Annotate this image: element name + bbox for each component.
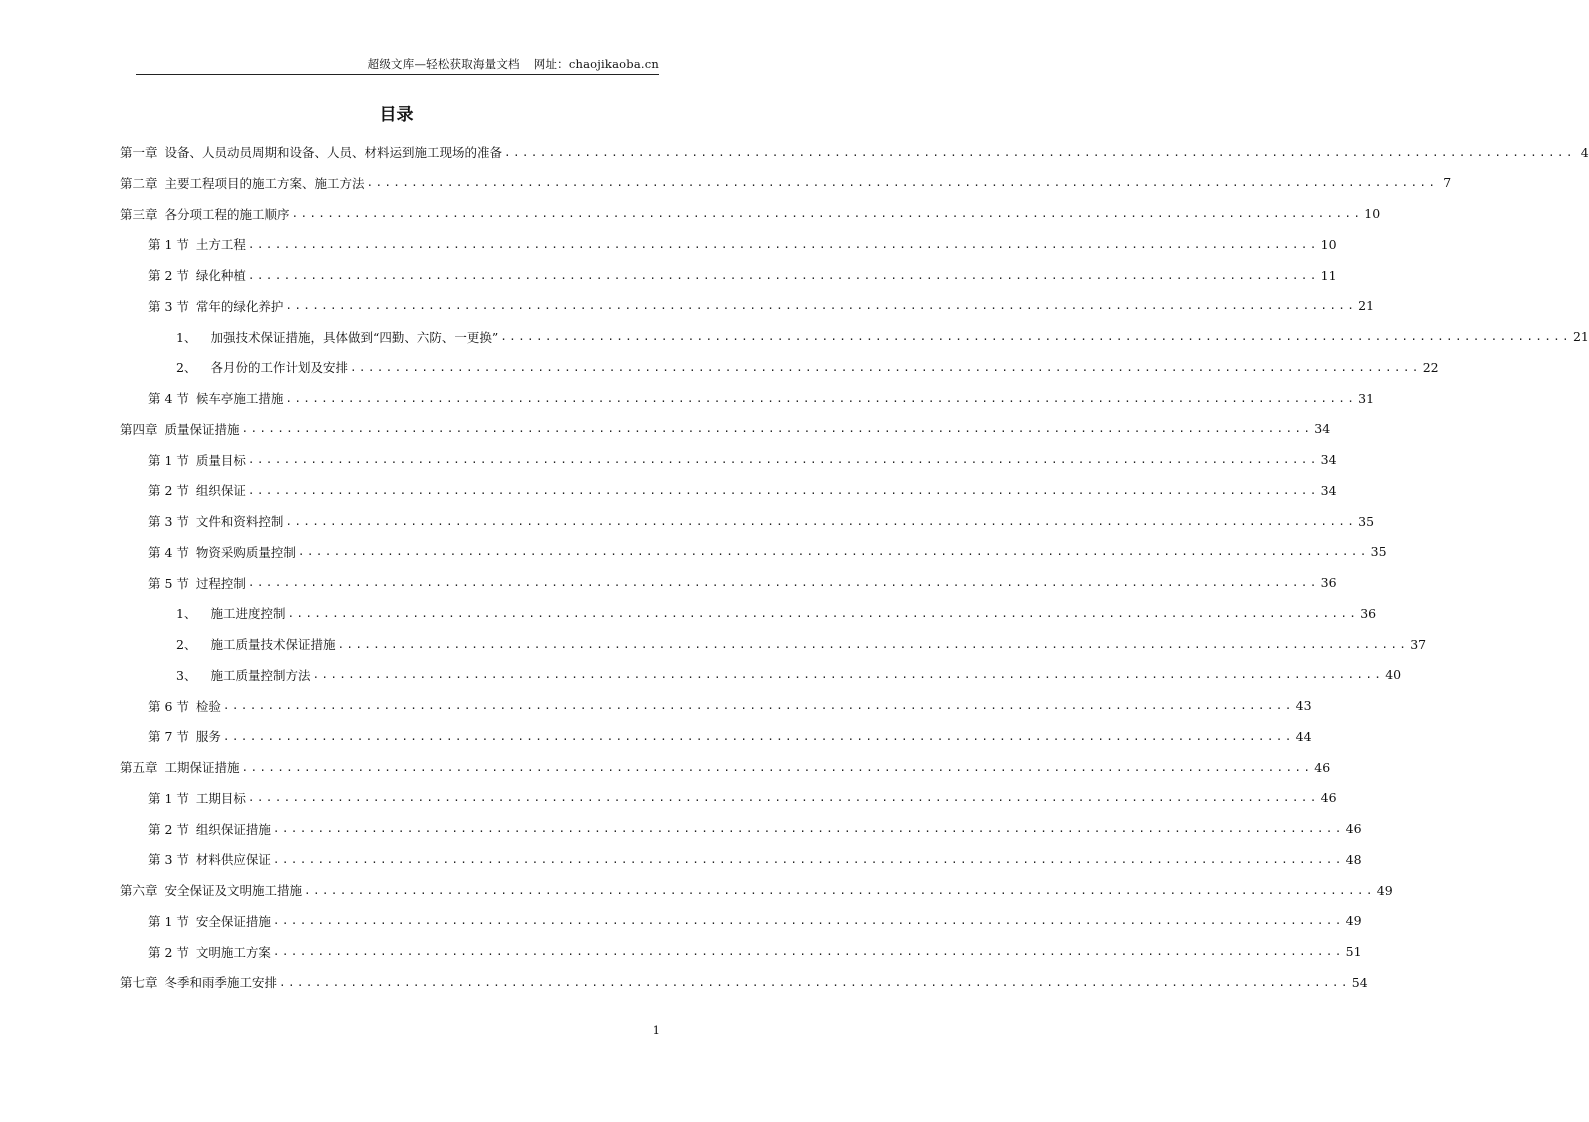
toc-entry-text: 安全保证措施 [195, 913, 271, 929]
toc-entry[interactable] [120, 970, 1368, 994]
toc-entry[interactable] [148, 263, 1337, 287]
toc-entry-label [148, 789, 246, 807]
toc-entry[interactable] [176, 325, 1589, 349]
toc-entry-text: 工期目标 [195, 790, 246, 806]
toc-entry-number: 1、 [176, 606, 197, 622]
toc-entry-number: 第 4 节 [148, 544, 189, 560]
toc-entry-text: 工期保证措施 [164, 760, 240, 775]
toc-leader-dots: ........................................................................................................................ [304, 883, 1375, 897]
toc-leader-dots: ........................................................................................................................ [247, 483, 1319, 497]
toc-entry-text: 检验 [195, 698, 221, 714]
toc-entry-text: 文明施工方案 [195, 944, 271, 960]
toc-entry-page: 46 [1320, 790, 1337, 806]
toc-leader-dots: ........................................................................................................................ [241, 760, 1313, 774]
toc-entry-page: 46 [1345, 821, 1362, 836]
toc-leader-dots: ........................................................................................................................ [247, 453, 1319, 466]
toc-entry-page: 21 [1358, 298, 1375, 314]
toc-entry-label [176, 604, 285, 622]
toc-entry-number: 第 7 节 [148, 729, 189, 745]
toc-entry[interactable] [120, 140, 1589, 164]
toc-entry[interactable] [148, 817, 1362, 841]
toc-entry-text: 常年的绿化养护 [195, 298, 284, 314]
toc-entry-text: 绿化种植 [195, 268, 246, 283]
toc-entry-page: 10 [1364, 206, 1381, 221]
toc-entry-text: 施工质量技术保证措施 [210, 637, 336, 652]
header-site-text: 超级文库—轻松获取海量文档 [367, 57, 520, 71]
toc-leader-dots: ........................................................................................................................ [291, 207, 1363, 220]
toc-leader-dots: ........................................................................................................................ [222, 729, 1294, 743]
toc-entry[interactable] [148, 940, 1362, 964]
toc-entry-label [148, 727, 221, 745]
toc-entry-text: 物资采购质量控制 [195, 544, 296, 560]
toc-entry[interactable] [148, 786, 1337, 810]
toc-entry-text: 设备、人员动员周期和设备、人员、材料运到施工现场的准备 [164, 145, 503, 160]
toc-entry-number: 第 2 节 [148, 821, 189, 837]
toc-entry-label [148, 297, 283, 315]
toc-leader-dots: ........................................................................................................................ [247, 576, 1319, 589]
toc-leader-dots: ........................................................................................................................ [241, 422, 1313, 436]
toc-leader-dots: ........................................................................................................................ [285, 514, 1357, 528]
toc-entry-text: 材料供应保证 [195, 852, 271, 868]
toc-entry-number: 第 5 节 [148, 575, 189, 591]
toc-entry-number: 第二章 [120, 175, 158, 191]
toc-entry-text: 各分项工程的施工顺序 [164, 206, 290, 222]
toc-entry-label [148, 943, 271, 961]
toc-entry-page: 46 [1314, 759, 1331, 775]
toc-entry-label [176, 666, 310, 684]
toc-entry-page: 49 [1345, 913, 1362, 929]
toc-leader-dots: ........................................................................................................................ [287, 606, 1359, 620]
toc-entry-number: 第三章 [120, 206, 158, 222]
toc-leader-dots: ........................................................................................................................ [297, 545, 1369, 559]
toc-entry-label [176, 358, 348, 376]
toc-entry-page: 44 [1295, 728, 1312, 744]
toc-entry[interactable] [148, 694, 1312, 718]
toc-entry-number: 第 2 节 [148, 268, 189, 283]
toc-entry-text: 主要工程项目的施工方案、施工方法 [164, 175, 365, 191]
toc-entry-label [148, 850, 271, 868]
toc-entry[interactable] [176, 663, 1402, 687]
toc-entry-page: 21 [1572, 329, 1589, 344]
toc-entry-number: 第 2 节 [148, 944, 189, 960]
toc-leader-dots: ........................................................................................................................ [500, 330, 1571, 343]
toc-entry-page: 35 [1370, 544, 1387, 560]
toc-entry-label [148, 235, 246, 253]
toc-entry-number: 2、 [176, 637, 197, 652]
toc-entry-text: 组织保证 [195, 483, 246, 499]
toc-leader-dots: ........................................................................................................................ [272, 852, 1344, 866]
toc-leader-dots: ........................................................................................................................ [337, 637, 1409, 651]
toc-leader-dots: ........................................................................................................................ [285, 299, 1357, 313]
toc-entry-label [120, 143, 502, 161]
toc-entry-label [120, 205, 290, 223]
toc-entry-text: 质量保证措施 [164, 421, 240, 437]
toc-entry[interactable] [120, 171, 1452, 195]
toc-entry-page: 11 [1320, 267, 1337, 283]
toc-entry-label [148, 266, 246, 284]
toc-entry-page: 48 [1345, 851, 1362, 867]
toc-entry-number: 1、 [176, 329, 197, 345]
toc-entry-page: 7 [1443, 175, 1452, 191]
toc-entry[interactable] [148, 909, 1362, 933]
toc-entry[interactable] [120, 417, 1331, 441]
toc-entry-label [148, 481, 246, 499]
toc-entry-label [120, 420, 240, 438]
toc-entry-number: 第 1 节 [148, 452, 189, 468]
toc-entry-page: 37 [1410, 636, 1427, 652]
toc-entry-text: 候车亭施工措施 [195, 391, 284, 406]
toc-entry-label [148, 912, 271, 930]
toc-entry[interactable] [176, 632, 1427, 656]
toc-entry[interactable] [120, 755, 1331, 779]
toc-entry-text: 施工质量控制方法 [210, 667, 311, 683]
toc-leader-dots: ........................................................................................................................ [272, 914, 1344, 928]
toc-entry-label [148, 389, 283, 407]
toc-entry-number: 第 3 节 [148, 852, 189, 868]
toc-entry-text: 加强技术保证措施，具体做到“四勤、六防、一更换” [210, 329, 499, 345]
toc-entry-page: 49 [1376, 882, 1393, 898]
toc-entry[interactable] [148, 448, 1337, 472]
toc-entry[interactable] [148, 571, 1337, 595]
toc-entry-page: 36 [1320, 575, 1337, 590]
toc-entry-text: 施工进度控制 [210, 606, 286, 622]
toc-entry-label [148, 543, 296, 561]
toc-leader-dots: ........................................................................................................................ [272, 945, 1344, 958]
toc-entry-number: 第五章 [120, 760, 158, 775]
toc-entry-text: 质量目标 [195, 452, 246, 468]
toc-entry-number: 第七章 [120, 975, 158, 991]
page-number: 1 [652, 1023, 660, 1037]
toc-entry-page: 22 [1422, 359, 1439, 375]
toc-leader-dots: ........................................................................................................................ [504, 145, 1575, 159]
toc-entry-label [148, 512, 283, 530]
toc-entry-page: 10 [1320, 236, 1337, 252]
toc-entry-number: 第 3 节 [148, 514, 189, 529]
toc-entry-number: 2、 [176, 360, 197, 376]
toc-entry-number: 3、 [176, 667, 197, 683]
toc-entry[interactable] [148, 478, 1337, 502]
toc-entry-label [148, 820, 271, 838]
toc-entry-label [148, 451, 246, 469]
toc-entry-page: 31 [1358, 390, 1375, 406]
toc-leader-dots: ........................................................................................................................ [279, 975, 1350, 989]
toc-leader-dots: ........................................................................................................................ [247, 791, 1319, 805]
toc-entry-page: 34 [1320, 482, 1337, 498]
toc-entry-label [176, 635, 335, 653]
toc-entry-text: 各月份的工作计划及安排 [210, 360, 348, 376]
toc-entry-text: 服务 [195, 729, 221, 745]
toc-entry-number: 第 3 节 [148, 298, 189, 314]
toc-entry[interactable] [148, 294, 1375, 318]
toc-title: 目录 [379, 105, 414, 125]
toc-entry-text: 文件和资料控制 [195, 514, 284, 529]
toc-entry-page: 4 [1580, 144, 1589, 160]
toc-entry-page: 40 [1385, 667, 1402, 683]
header-url: 网址：chaojikaoba.cn [533, 57, 659, 71]
page-header [136, 56, 659, 75]
toc-entry-page: 43 [1295, 698, 1312, 713]
toc-entry-number: 第 4 节 [148, 391, 189, 406]
toc-entry[interactable] [148, 232, 1337, 256]
toc-entry[interactable] [176, 355, 1439, 379]
toc-entry-text: 冬季和雨季施工安排 [164, 975, 278, 991]
toc-entry[interactable] [148, 847, 1362, 871]
toc-entry-number: 第 1 节 [148, 913, 189, 929]
toc-leader-dots: ........................................................................................................................ [272, 822, 1344, 835]
toc-entry-text: 土方工程 [195, 237, 246, 253]
toc-entry-label [120, 881, 302, 899]
toc-entry-label [148, 574, 246, 592]
toc-leader-dots: ........................................................................................................................ [285, 391, 1357, 405]
toc-entry-number: 第六章 [120, 883, 158, 898]
toc-entry-number: 第 1 节 [148, 237, 189, 253]
toc-entry-label [148, 697, 221, 715]
toc-entry[interactable] [148, 509, 1375, 533]
toc-leader-dots: ........................................................................................................................ [247, 268, 1319, 282]
toc-entry-label [120, 973, 277, 991]
toc-entry-page: 34 [1320, 452, 1337, 467]
toc-entry[interactable] [148, 540, 1387, 564]
toc-entry-page: 54 [1351, 974, 1368, 990]
toc-entry-page: 36 [1360, 605, 1377, 621]
toc-entry[interactable] [176, 601, 1377, 625]
toc-entry-label [120, 174, 365, 192]
toc-entry-number: 第四章 [120, 421, 158, 437]
toc-entry[interactable] [148, 724, 1312, 748]
toc-entry-text: 过程控制 [195, 575, 246, 591]
toc-entry-number: 第 6 节 [148, 698, 189, 714]
toc-entry-text: 安全保证及文明施工措施 [164, 883, 303, 898]
toc-entry-label [120, 758, 240, 776]
toc-leader-dots: ........................................................................................................................ [312, 668, 1384, 682]
toc-entry-number: 第 2 节 [148, 483, 189, 499]
toc-entry-page: 35 [1358, 513, 1375, 529]
toc-leader-dots: ........................................................................................................................ [222, 699, 1294, 712]
toc-entry-page: 51 [1345, 944, 1362, 959]
toc-entry[interactable] [120, 878, 1393, 902]
toc-entry-text: 组织保证措施 [195, 821, 271, 837]
toc-entry[interactable] [148, 386, 1375, 410]
toc-entry-number: 第 1 节 [148, 790, 189, 806]
toc-entry-page: 34 [1314, 421, 1331, 437]
toc-entry[interactable] [120, 202, 1381, 226]
toc-entry-label [176, 328, 498, 346]
toc-leader-dots: ........................................................................................................................ [366, 176, 1438, 190]
toc-entry-number: 第一章 [120, 145, 158, 160]
toc-leader-dots: ........................................................................................................................ [349, 360, 1421, 374]
toc-leader-dots: ........................................................................................................................ [247, 237, 1319, 251]
